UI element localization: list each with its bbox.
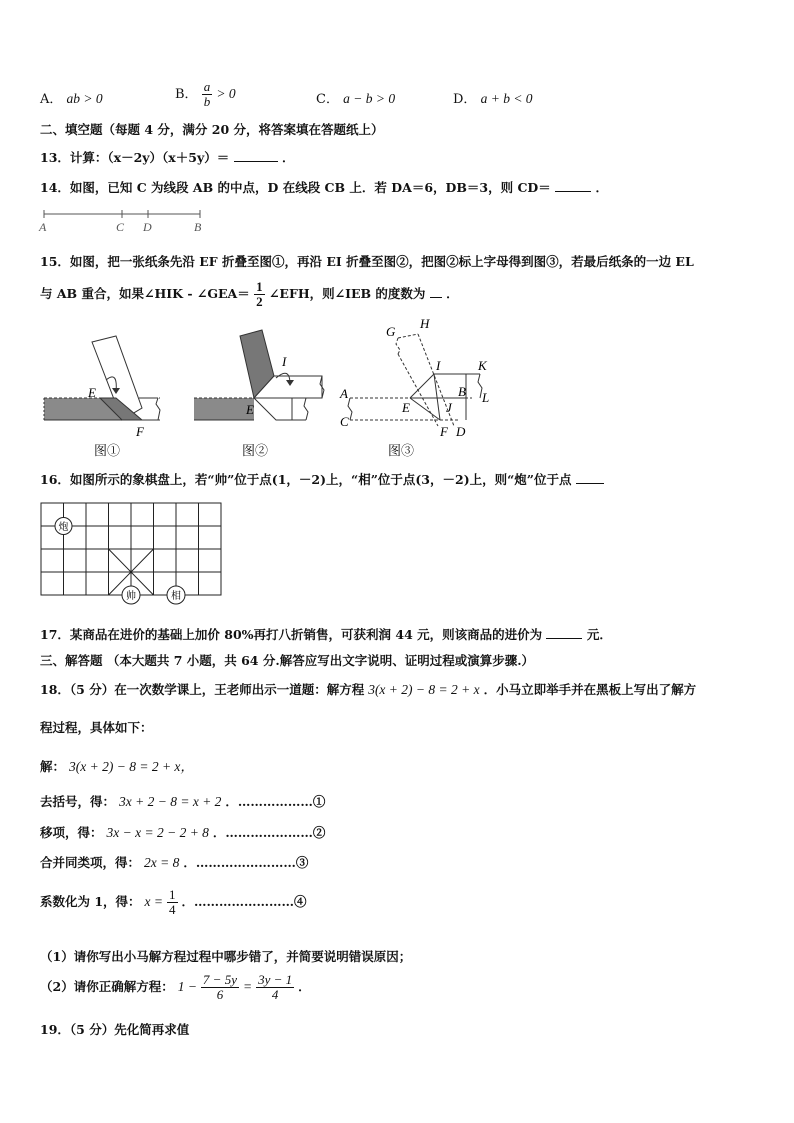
q15-figure-1 bbox=[40, 322, 180, 440]
fig3-label-j: J bbox=[446, 400, 452, 415]
label-d: D bbox=[143, 220, 152, 234]
section-3-heading: 三、解答题 （本大题共 7 小题，共 64 分.解答应写出文字说明、证明过程或演算步骤.） bbox=[40, 653, 535, 668]
q18-step3-dots: ．……………………③ bbox=[183, 855, 309, 870]
q18-step3-eq: 2x = 8 bbox=[144, 855, 180, 870]
choice-c-expr: a − b > 0 bbox=[343, 91, 396, 106]
q18-step2-dots: ．…………………② bbox=[212, 825, 326, 840]
q18-step4-label: 系数化为 1，得： bbox=[40, 894, 141, 909]
fig2-label-e: E bbox=[246, 402, 254, 417]
q18-step-1 bbox=[40, 792, 325, 810]
q18-part2-num2: 3y − 1 bbox=[258, 972, 293, 987]
q18-step4-eq: x = bbox=[144, 894, 164, 909]
fig1-label-e: E bbox=[88, 385, 96, 400]
q18-part2-fraction-2 bbox=[256, 973, 294, 1002]
fig3-label-i: I bbox=[436, 358, 441, 373]
q18-part2-end: ． bbox=[298, 979, 311, 994]
piece-xiang bbox=[167, 586, 185, 604]
board-grid bbox=[41, 503, 221, 595]
q18-part2-fraction-1 bbox=[201, 973, 239, 1002]
label-b: B bbox=[194, 220, 202, 234]
choice-a-label: A． bbox=[40, 92, 63, 107]
q18-part2-num1: 7 − 5y bbox=[202, 972, 237, 987]
section-2-heading: 二、填空题（每题 4 分，满分 20 分，将答案填在答题纸上） bbox=[40, 122, 384, 137]
q18-solve-line bbox=[40, 755, 194, 775]
q18-step4-fraction bbox=[167, 888, 178, 917]
q16-text: 16．如图所示的象棋盘上，若“帅”位于点(1，－2)上，“相”位于点(3，－2)上，则“炮”位于点 bbox=[40, 472, 572, 487]
q18-step1-label: 去括号，得： bbox=[40, 794, 116, 809]
choice-b bbox=[175, 80, 236, 109]
q13 bbox=[40, 148, 294, 166]
q14-text: 14．如图，已知 C 为线段 AB 的中点，D 在线段 CB 上．若 DA＝6，DB＝3，则 CD＝ bbox=[40, 180, 551, 195]
choice-d-label: D． bbox=[453, 92, 477, 107]
fig3-caption: 图③ bbox=[388, 444, 415, 459]
choice-a bbox=[40, 88, 103, 107]
q18-solve-eq: 3(x + 2) − 8 = 2 + x， bbox=[69, 759, 194, 774]
q15-figure-2 bbox=[190, 322, 330, 440]
q18-part2-den1: 6 bbox=[216, 987, 224, 1002]
q15-frac-den: 2 bbox=[256, 294, 263, 309]
q18-step1-eq: 3x + 2 − 8 = x + 2 bbox=[119, 794, 222, 809]
piece-shuai-label: 帅 bbox=[126, 591, 136, 602]
q15-answer-blank[interactable] bbox=[430, 297, 442, 298]
q18-line-2: 程过程，具体如下： bbox=[40, 720, 153, 735]
q18-step3-label: 合并同类项，得： bbox=[40, 855, 141, 870]
choice-d-expr: a + b < 0 bbox=[480, 91, 533, 106]
q18-step-3 bbox=[40, 853, 308, 871]
fig3-label-c: C bbox=[340, 414, 349, 429]
choice-b-label: B． bbox=[175, 87, 198, 102]
q18-text-a: 18．（5 分）在一次数学课上，王老师出示一道题：解方程 bbox=[40, 682, 365, 697]
q19: 19．（5 分）先化简再求值 bbox=[40, 1022, 190, 1037]
q18-step4-num: 1 bbox=[169, 887, 176, 902]
fig3-label-g: G bbox=[386, 324, 396, 339]
piece-xiang-label: 相 bbox=[171, 591, 181, 602]
q15-text-b: ∠EFH，则∠IEB 的度数为 bbox=[268, 286, 426, 301]
fig3-label-b: B bbox=[458, 384, 466, 399]
fig3-label-f: F bbox=[440, 424, 448, 439]
q17-suffix: 元． bbox=[586, 627, 612, 642]
q18-step2-label: 移项，得： bbox=[40, 825, 103, 840]
q18-solve-label: 解： bbox=[40, 759, 66, 774]
q18-step-2 bbox=[40, 823, 325, 841]
q15-text-a: 与 AB 重合，如果∠HIK - ∠GEA＝ bbox=[40, 286, 250, 301]
fig3-label-e: E bbox=[402, 400, 410, 415]
fig3-label-a: A bbox=[340, 386, 348, 401]
q18-part2-den2: 4 bbox=[271, 987, 279, 1002]
q15-line-1: 15．如图，把一张纸条先沿 EF 折叠至图①，再沿 EI 折叠至图②，把图②标上字母得到图③，若最后纸条的一边 EL bbox=[40, 254, 694, 269]
fig3-label-k: K bbox=[478, 358, 487, 373]
fig2-caption: 图② bbox=[242, 444, 269, 459]
q18-part-2 bbox=[40, 973, 311, 1002]
q18-step-4 bbox=[40, 888, 307, 917]
q18-line-1 bbox=[40, 680, 696, 698]
choice-b-num: a bbox=[203, 79, 211, 94]
label-c: C bbox=[116, 220, 125, 234]
q18-step2-eq: 3x − x = 2 − 2 + 8 bbox=[106, 825, 209, 840]
label-a: A bbox=[39, 220, 47, 234]
q18-text-b: ．小马立即举手并在黑板上写出了解方 bbox=[483, 682, 697, 697]
q16 bbox=[40, 470, 604, 488]
choice-b-den: b bbox=[203, 94, 211, 109]
q15-frac-num: 1 bbox=[256, 279, 263, 294]
q18-step4-dots: ．……………………④ bbox=[181, 894, 307, 909]
choice-b-rest: > 0 bbox=[216, 86, 236, 101]
choice-c-label: C． bbox=[316, 92, 339, 107]
q18-equation: 3(x + 2) − 8 = 2 + x bbox=[368, 682, 480, 697]
q14-segment-figure bbox=[36, 204, 216, 234]
q16-chess-board bbox=[40, 502, 226, 610]
choice-a-expr: ab > 0 bbox=[66, 91, 103, 106]
fig2-grey-strip bbox=[194, 398, 254, 420]
q14-suffix: ． bbox=[595, 180, 608, 195]
q16-answer-blank[interactable] bbox=[576, 483, 604, 484]
q15-text-c: ． bbox=[446, 286, 459, 301]
q13-text: 13．计算：（x－2y）（x＋5y）＝ bbox=[40, 150, 230, 165]
q13-answer-blank[interactable] bbox=[234, 161, 278, 162]
fig3-label-h: H bbox=[420, 316, 430, 331]
q18-step4-den: 4 bbox=[169, 902, 176, 917]
fig3-label-d: D bbox=[456, 424, 466, 439]
choice-d bbox=[453, 88, 533, 107]
choice-b-fraction bbox=[202, 80, 213, 109]
q18-part2-one: 1 − bbox=[177, 979, 197, 994]
q15-fraction bbox=[254, 280, 265, 309]
fig1-caption: 图① bbox=[94, 444, 121, 459]
q18-part-1: （1）请你写出小马解方程过程中哪步错了，并简要说明错误原因； bbox=[40, 949, 412, 964]
q18-step1-dots: ．………………① bbox=[225, 794, 326, 809]
fig1-label-f: F bbox=[136, 424, 144, 439]
piece-pao-label: 炮 bbox=[58, 522, 69, 533]
choice-c bbox=[316, 88, 395, 107]
q18-part2-equals: = bbox=[242, 979, 253, 994]
fig3-label-l: L bbox=[482, 390, 490, 405]
fig2-label-i: I bbox=[282, 354, 287, 369]
q13-suffix: ． bbox=[281, 150, 295, 165]
q14-answer-blank[interactable] bbox=[555, 191, 591, 192]
piece-pao bbox=[55, 518, 72, 535]
q18-part2-label: （2）请你正确解方程： bbox=[40, 979, 174, 994]
q17-answer-blank[interactable] bbox=[546, 638, 582, 639]
q15-figure-3 bbox=[336, 314, 496, 442]
q14 bbox=[40, 178, 608, 196]
q17 bbox=[40, 625, 612, 643]
piece-shuai bbox=[122, 586, 140, 604]
q17-text: 17．某商品在进价的基础上加价 80%再打八折销售，可获利润 44 元，则该商品的进价为 bbox=[40, 627, 543, 642]
q15-line-2 bbox=[40, 280, 459, 309]
